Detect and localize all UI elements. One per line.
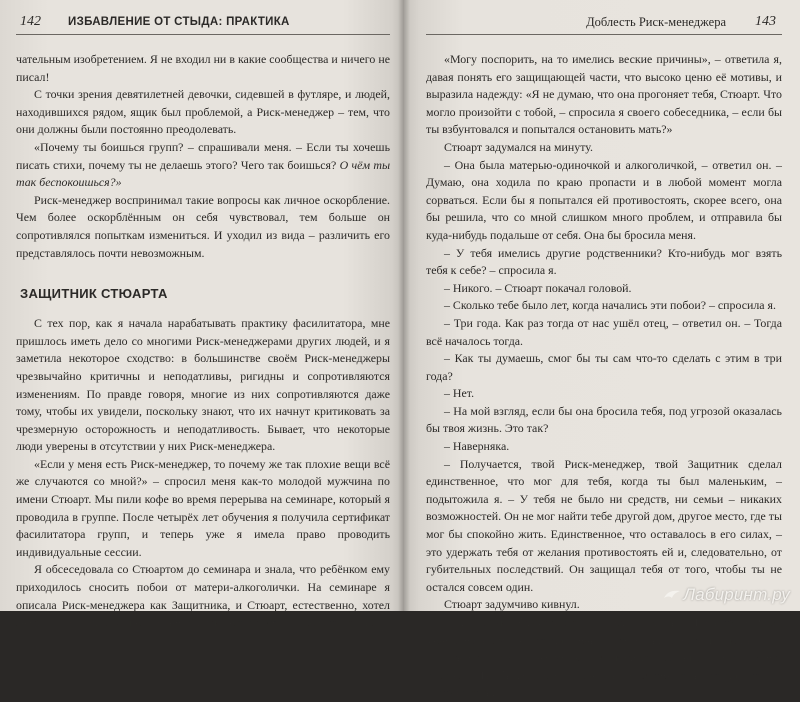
left-running-title: ИЗБАВЛЕНИЕ ОТ СТЫДА: ПРАКТИКА: [68, 16, 290, 28]
paragraph: – Она была матерью-одиночкой и алкоголичкой, – ответил он. – Думаю, она ходила по краю пропасти и в любой момент могла сорваться. Если бы я попытался ей противостоять, скорее всего, она бы решила, что со мной слишком много проблем, и отправила бы куда-нибудь подальше от себя. Она бы бросила меня.: [426, 157, 782, 242]
paragraph: Стюарт задумался на минуту.: [444, 139, 593, 154]
paragraph: чательным изобретением. Я не входил ни в какие сообщества и ничего не писал!: [16, 52, 390, 84]
paragraph: – Получается, твой Риск-менеджер, твой Защитник сделал единственное, что мог для тебя, когда ты был маленьким, – подытожила я. – У тебя не было ни средств, ни семьи – никаких возможностей. Он не мог найти тебе другой дом, другое место, где ты мог бы спокойно жить. Единственное, что оставалось в его силах, – это удержать тебя от желания противостоять ей и, следовательно, от губительных последствий. Он защищал тебя от того, чтобы ты не остался совсем один.: [426, 456, 782, 594]
paragraph: «Могу поспорить, на то имелись веские причины», – ответила я, давая понять его защищающей части, что высоко ценю её мотивы, и выразила надежду: «Я не думаю, что она прогоняет тебя, Стюарт. Что могло произойти с тобой, – спросила я своего собеседника, – если бы ты взбунтовался и попытался остановить мать?»: [426, 52, 782, 137]
right-page-number: 143: [755, 14, 776, 29]
paragraph: – Три года. Как раз тогда от нас ушёл отец, – ответил он. – Тогда всё началось тогда.: [426, 315, 782, 348]
paragraph: Стюарт взглянул на меня, и я увидела бездонную печаль в его глазах. – Ты была уверена? он стыдился тех годы, тогда, что не противостоял: [426, 650, 782, 700]
paragraph: С тех пор, как я начала нарабатывать практику фасилитатора, мне пришлось иметь дело со многими Риск-менеджерами других людей, и я заметила некоторое сходство: в большинстве своём Риск-менеджеры чрезвычайно критичны и неподатливы, ригидны и сопротивляются изменениям. По правде говоря, многие из них сопротивляются даже тому, чтобы их увидели, поскольку знают, что их начнут критиковать за чрезмерную осторожность и неподатливость. Бывает, что некоторые люди уверены в отсутствии у них Риск-менеджера.: [16, 316, 390, 454]
paragraph: – Сколько тебе было лет, когда начались эти побои? – спросила я.: [444, 298, 776, 313]
italic-quote: О чём ты так беспокоишься?»: [16, 157, 390, 190]
paragraph: Риск-менеджер воспринимал такие вопросы как личное оскорбление. Чем более оскорблённым он себя чувствовал, тем больше он сопротивлялся попыткам измениться. И уходил из вида – различить его представлялось почти невозможным.: [16, 192, 390, 260]
paragraph: – Наверняка.: [444, 439, 510, 454]
paragraph: С точки зрения девятилетней девочки, сидевшей в футляре, и людей, находившихся рядом, ящик был проблемой, а Риск-менеджер – тем, что они должны были постоянно преодолевать.: [16, 87, 390, 137]
left-page-body: [16, 51, 390, 632]
left-page-number: 142: [20, 14, 41, 29]
labirint-bird-icon: [663, 589, 681, 603]
paragraph: – На мой взгляд, если бы она бросила тебя, под угрозой оказалась бы твоя жизнь. Это так?: [426, 403, 782, 436]
paragraph: – У тебя имелись другие родственники? Кто-нибудь мог взять тебя к себе? – спросила я.: [426, 245, 782, 278]
watermark: [663, 585, 790, 605]
right-page: [404, 0, 800, 700]
paragraph: Я обсеседовала со Стюартом до семинара и знала, что ребёнком ему приходилось сносить побои от матери-алкоголички. На семинаре я описала Риск-менеджера как Защитника, и Стюарт, естественно, хотел знать, почему Риск-менеджер не защитил его от материнских тумаков.: [16, 562, 390, 630]
book-gutter: [398, 0, 410, 611]
left-page: [0, 0, 404, 630]
paragraph: – Попробуй обдумать это, – предложила я. – Ведь твой Риск-менеджер, возможно, тогда очень постарался и спас твою жизнь.: [426, 615, 782, 647]
paragraph: – Никого. – Стюарт покачал головой.: [444, 280, 632, 295]
paragraph: – Нет.: [444, 386, 475, 401]
paragraph: «Если у меня есть Риск-менеджер, то почему же так плохие вещи всё же случаются со мной?» – спросил меня как-то молодой мужчина по имени Стюарт. Мы пили кофе во время перерыва на семинаре, который я проводила в группе. После четырёх лет обучения я получила сертификат фасилитатора групп, и теперь уже я имела право проводить индивидуальные сессии.: [16, 456, 390, 559]
right-page-header: [426, 14, 782, 35]
paragraph: [16, 139, 390, 192]
watermark-text: Лабиринт.ру: [683, 585, 790, 604]
paragraph: Стюарт задумчиво кивнул.: [444, 597, 580, 612]
section-title: ЗАЩИТНИК СТЮАРТА: [20, 286, 168, 302]
paragraph: – Как ты думаешь, смог бы ты сам что-то сделать с этим в три года?: [426, 351, 782, 383]
left-page-header: [16, 14, 390, 35]
quote-text: «Почему ты боишься групп? – спрашивали меня. – Если ты хочешь писать стихи, почему ты не делаешь этого? Чего так боишься?: [16, 139, 390, 172]
right-running-title: Доблесть Риск-менеджера: [586, 15, 726, 29]
